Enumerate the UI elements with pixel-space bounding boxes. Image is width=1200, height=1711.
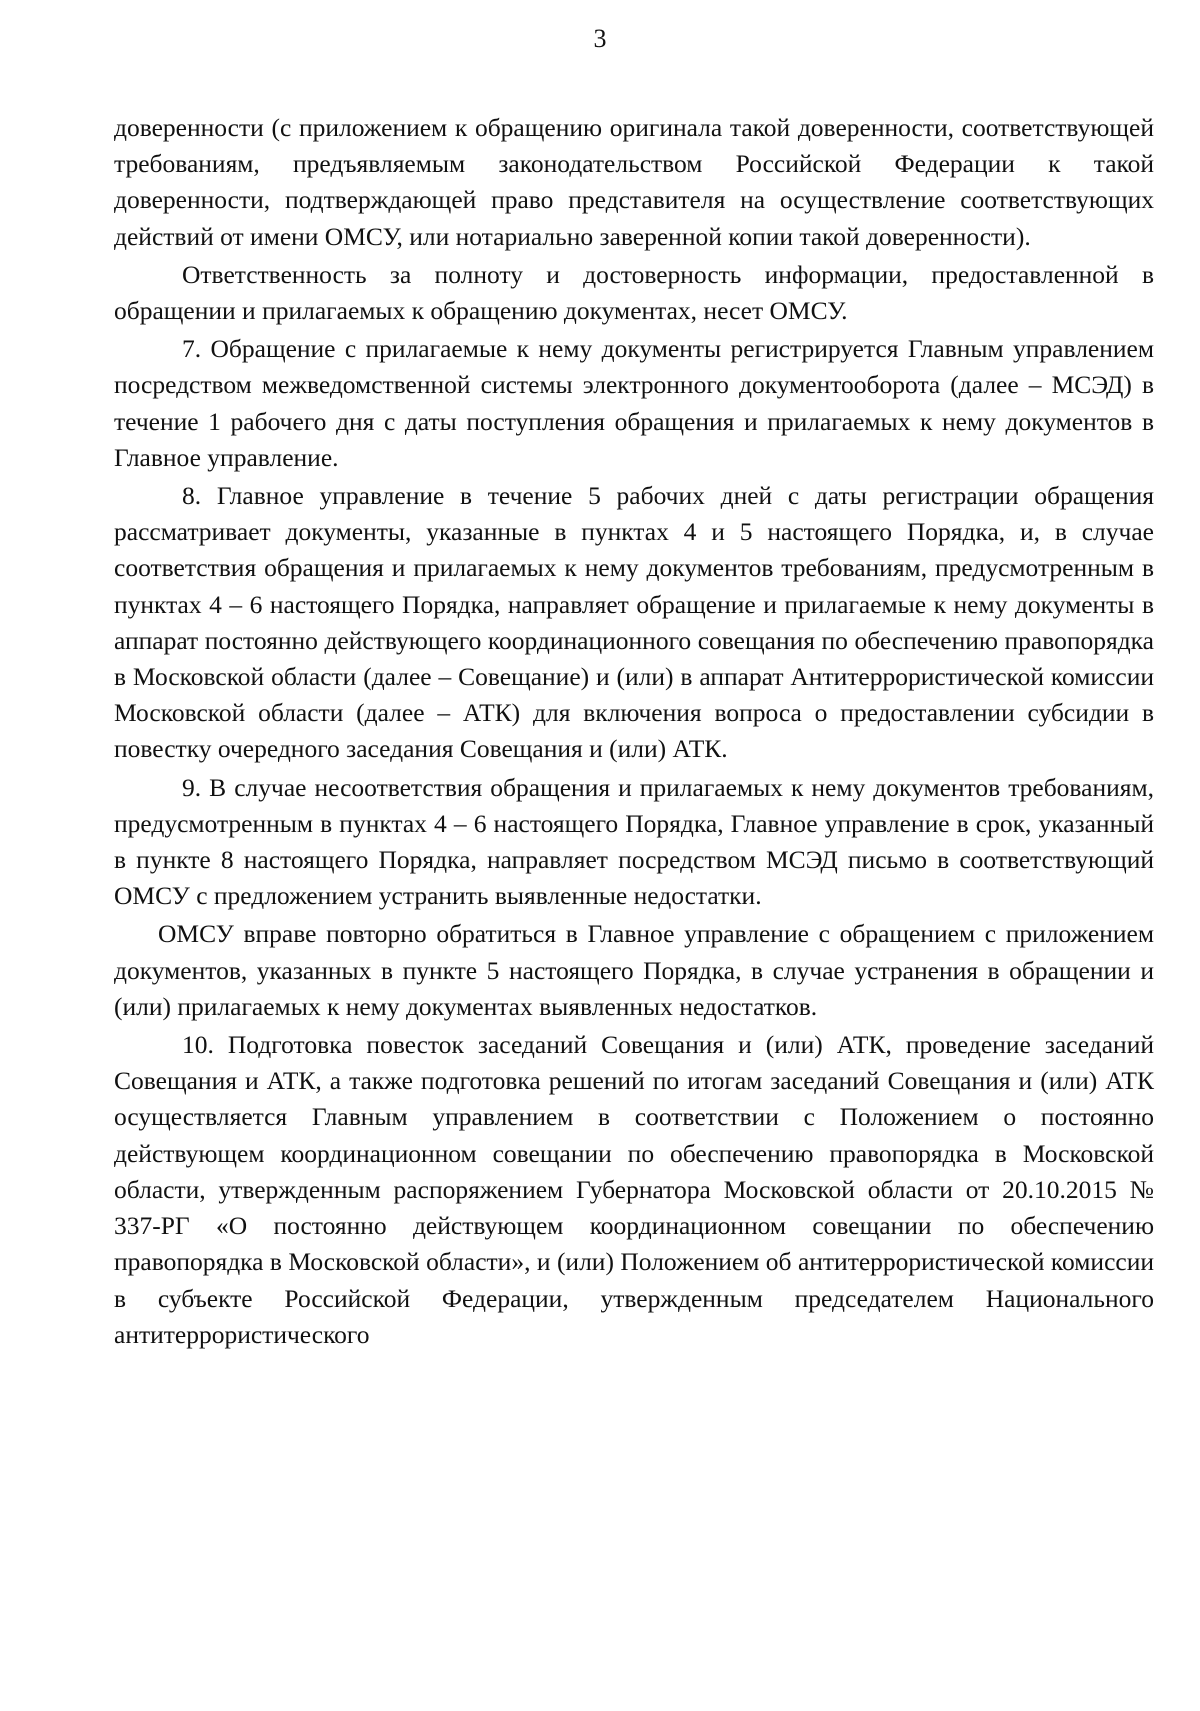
paragraph-resubmission: ОМСУ вправе повторно обратиться в Главное управление с обращением с приложением документов, указанных в пункте 5 настоящего Порядка, в случае устранения в обращении и (или) прилагаемых к нему документах выявленных недостатков. [114, 919, 1154, 1021]
paragraph-item-9: 9. В случае несоответствия обращения и прилагаемых к нему документов требованиям, предусмотренным в пунктах 4 – 6 настоящего Порядка, Главное управление в срок, указанный в пункте 8 настоящего Порядка, направляет посредством МСЭД письмо в соответствующий ОМСУ с предложением устранить выявленные недостатки. [114, 772, 1154, 911]
paragraph-item-8: 8. Главное управление в течение 5 рабочих дней с даты регистрации обращения рассматривает документы, указанные в пунктах 4 и 5 настоящего Порядка, и, в случае соответствия обращения и прилагаемых к нему документов требованиям, предусмотренным в пунктах 4 – 6 настоящего Порядка, направляет обращение и прилагаемые к нему документы в аппарат постоянно действующего координационного совещания по обеспечению правопорядка в Московской области (далее – Совещание) и (или) в аппарат Антитеррористической комиссии Московской области (далее – АТК) для включения вопроса о предоставлении субсидии в повестку очередного заседания Совещания и (или) АТК. [114, 481, 1154, 764]
paragraph-responsibility: Ответственность за полноту и достоверность информации, предоставленной в обращении и прилагаемых к обращению документах, несет ОМСУ. [114, 259, 1154, 326]
document-body [114, 110, 1154, 1353]
paragraph-item-10: 10. Подготовка повесток заседаний Совещания и (или) АТК, проведение заседаний Совещания и АТК, а также подготовка решений по итогам заседаний Совещания и (или) АТК осуществляется Главным управлением в соответствии с Положением о постоянно действующем координационном совещании по обеспечению правопорядка в Московской области, утвержденным распоряжением Губернатора Московской области от 20.10.2015 № 337-РГ «О постоянно действующем координационном совещании по обеспечению правопорядка в Московской области», и (или) Положением об антитеррористической комиссии в субъекте Российской Федерации, утвержденным председателем Национального антитеррористического [114, 1030, 1154, 1349]
paragraph-power-of-attorney: доверенности (с приложением к обращению оригинала такой доверенности, соответствующей требованиям, предъявляемым законодательством Российской Федерации к такой доверенности, подтверждающей право представителя на осуществление соответствующих действий от имени ОМСУ, или нотариально заверенной копии такой доверенности). [114, 113, 1154, 251]
paragraph-item-7: 7. Обращение с прилагаемые к нему документы регистрируется Главным управлением посредством межведомственной системы электронного документооборота (далее – МСЭД) в течение 1 рабочего дня с даты поступления обращения и прилагаемых к нему документов в Главное управление. [114, 334, 1154, 472]
page-number: 3 [593, 24, 607, 53]
